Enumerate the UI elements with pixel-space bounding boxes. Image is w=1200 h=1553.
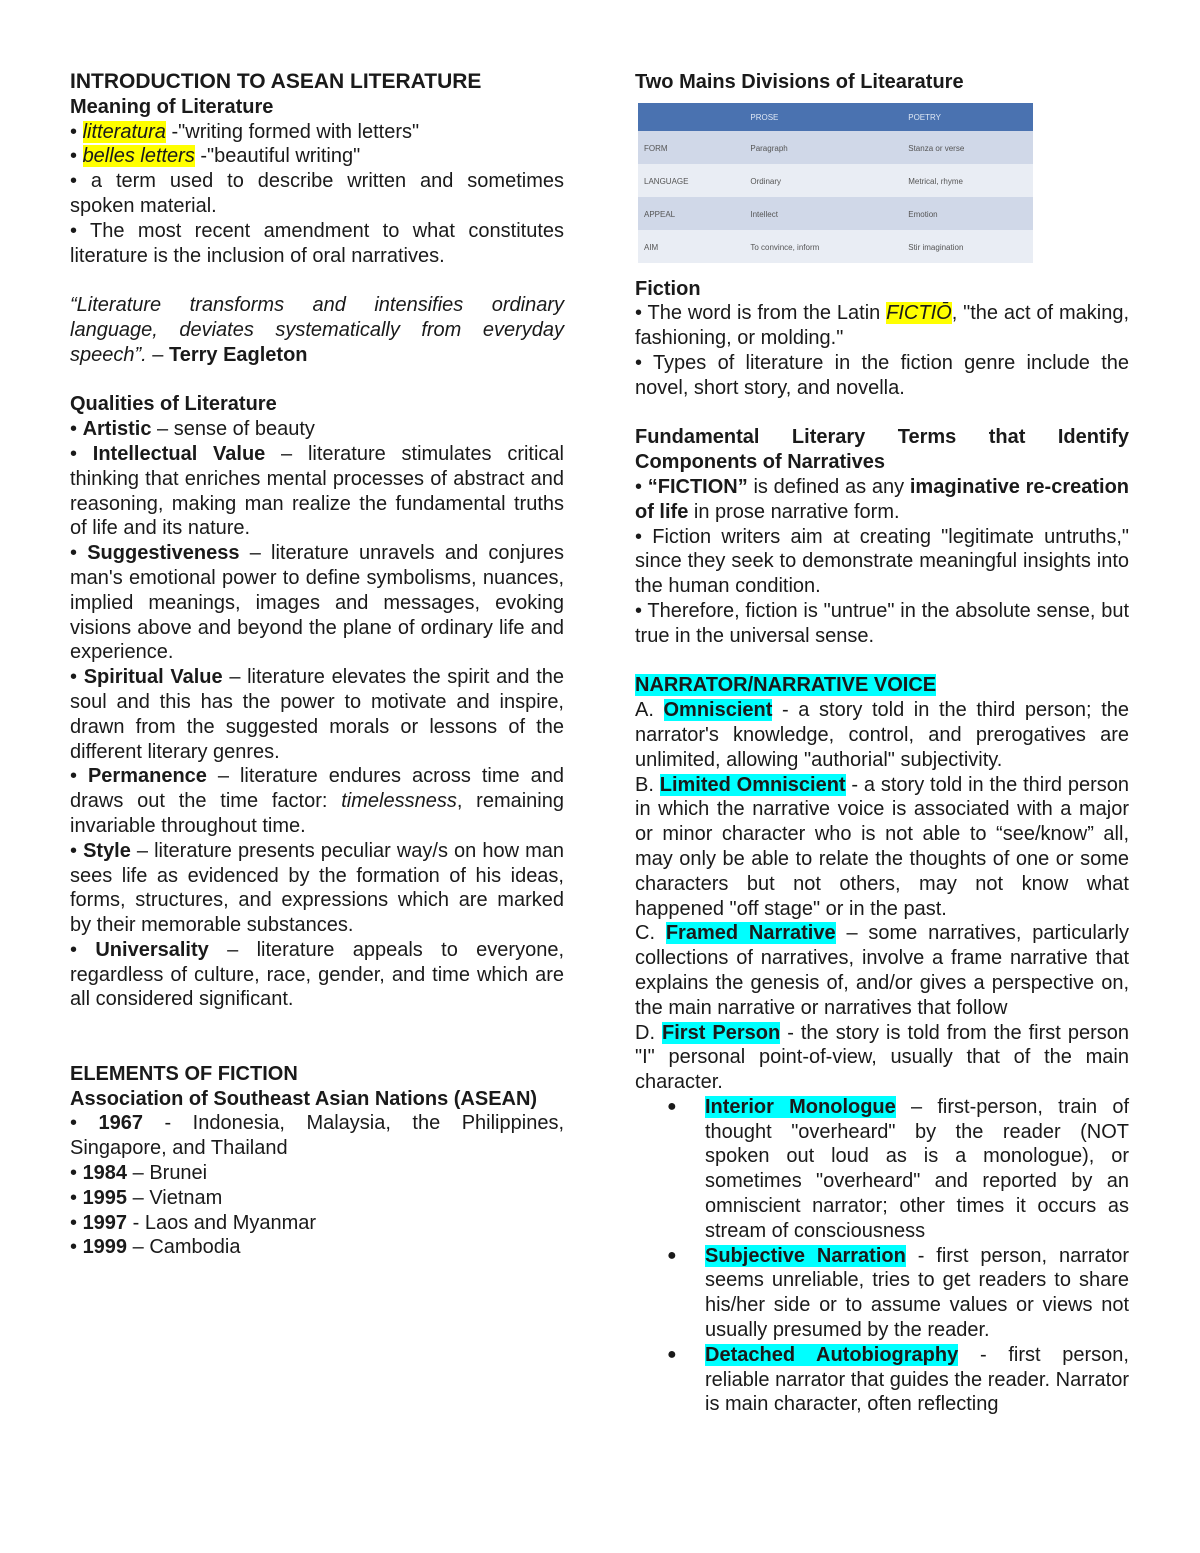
narrative-voice-item: D. First Person - the story is told from the first person "I" personal point-of-view, usually that of the main character. xyxy=(635,1021,1129,1094)
table-cell: Metrical, rhyme xyxy=(902,164,1033,197)
table-cell: AIM xyxy=(638,230,744,263)
table-header-cell xyxy=(638,103,744,131)
table-cell: APPEAL xyxy=(638,197,744,230)
belles-letters-term: belles letters xyxy=(82,145,195,168)
quality-item: • Suggestiveness – literature unravels and conjures man's emotional power to define symbolisms, nuances, implied meanings, images and messages, evoking visions above and beyond the plane of ordinary life and experience. xyxy=(70,542,564,664)
terms-bullet: • Therefore, fiction is "untrue" in the absolute sense, but true in the universal sense. xyxy=(635,599,1130,647)
quality-item: • Style – literature presents peculiar way/s on how man sees life as evidenced by the formation of his ideas, forms, structures, and expressions which are marked by their memorable substances. xyxy=(70,839,564,937)
table-cell: Stir imagination xyxy=(902,230,1033,263)
table-header-cell: POETRY xyxy=(902,103,1033,131)
left-column xyxy=(70,70,564,1260)
asean-member-item: • 1995 – Vietnam xyxy=(70,1186,223,1209)
table-row xyxy=(638,197,1033,230)
table-cell: Emotion xyxy=(902,197,1033,230)
asean-heading: Association of Southeast Asian Nations (ASEAN) xyxy=(70,1087,538,1110)
fiction-bullet: • Types of literature in the fiction genre include the novel, short story, and novella. xyxy=(635,351,1129,399)
terms-heading: Fundamental Literary Terms that Identify Components of Narratives xyxy=(635,426,1129,474)
meaning-bullet: • The most recent amendment to what constitutes literature is the inclusion of oral narratives. xyxy=(70,219,564,267)
list-item: ● Interior Monologue – first-person, train of thought "overheard" by the reader (NOT spoken out loud as is a monologue), or sometimes "overheard" and reported by an omniscient narrator; other times it occurs as stream of consciousness xyxy=(705,1095,1129,1244)
list-item: ● Detached Autobiography - first person, reliable narrator that guides the reader. Narrator is main character, often reflecting xyxy=(705,1343,1129,1417)
document-title: INTRODUCTION TO ASEAN LITERATURE xyxy=(70,70,482,93)
terms-bullet: • “FICTION” is defined as any imaginative re-creation of life in prose narrative form. xyxy=(635,475,1130,523)
right-column xyxy=(635,70,1129,1417)
terms-bullet: • Fiction writers aim at creating "legitimate untruths," since they seek to demonstrate meaningful insights into the human condition. xyxy=(635,525,1130,598)
table-cell: LANGUAGE xyxy=(638,164,744,197)
fiction-bullet: • The word is from the Latin FICTIŌ, "the act of making, fashioning, or molding." xyxy=(635,302,1129,350)
quality-item: • Spiritual Value – literature elevates the spirit and the soul and this has the power to motivate and inspire, drawn from the suggested morals or lessons of the different literary genres. xyxy=(70,666,565,763)
table-cell: Stanza or verse xyxy=(902,131,1033,164)
narrative-voice-item: C. Framed Narrative – some narratives, particularly collections of narratives, involve a frame narrative that explains the genesis of, and/or gives a perspective on, the main narrative or narratives that follow xyxy=(635,922,1130,1019)
table-header-cell: PROSE xyxy=(744,103,902,131)
meaning-bullet: • litteratura -"writing formed with letters" xyxy=(70,120,420,143)
narrator-heading: NARRATOR/NARRATIVE VOICE xyxy=(635,674,937,697)
quality-item: • Universality – literature appeals to everyone, regardless of culture, race, gender, and time which are all considered significant. xyxy=(70,938,564,1011)
fictio-term: FICTIŌ xyxy=(886,302,952,325)
quote-author: Terry Eagleton xyxy=(168,343,308,366)
quality-item: • Artistic – sense of beauty xyxy=(70,418,315,441)
table-header-row xyxy=(638,103,1033,131)
narrative-voice-item: A. Omniscient - a story told in the third person; the narrator's knowledge, control, and prerogatives are unlimited, allowing "authorial" subjectivity. xyxy=(635,699,1129,771)
table-cell: Ordinary xyxy=(744,164,902,197)
quality-item: • Permanence – literature endures across time and draws out the time factor: timelessness, remaining invariable throughout time. xyxy=(70,765,564,837)
narrative-voice-item: B. Limited Omniscient - a story told in the third person in which the narrative voice is associated with a major or minor character who is not able to “see/know” all, may only be able to relate the thoughts of one or some characters but not others, may not know what happened "off stage" or in the past. xyxy=(635,773,1130,920)
divisions-heading: Two Mains Divisions of Litearature xyxy=(635,71,964,93)
quality-item: • Intellectual Value – literature stimulates critical thinking that enriches mental processes of abstract and reasoning, making man realize the fundamental truths of life and its nature. xyxy=(70,442,564,540)
table-cell: FORM xyxy=(638,131,744,164)
prose-poetry-table xyxy=(638,103,1033,263)
meaning-heading: Meaning of Literature xyxy=(70,95,274,118)
list-item: ● Subjective Narration - first person, narrator seems unreliable, tries to get readers to share his/her side or to assume values or views not usually presumed by the reader. xyxy=(705,1244,1129,1343)
litteratura-term: litteratura xyxy=(82,120,166,143)
table-row xyxy=(638,164,1033,197)
asean-member-item: • 1997 - Laos and Myanmar xyxy=(70,1211,317,1234)
asean-member-item: • 1967 - Indonesia, Malaysia, the Philippines, Singapore, and Thailand xyxy=(70,1112,564,1160)
table-cell: Paragraph xyxy=(744,131,902,164)
table-cell: Intellect xyxy=(744,197,902,230)
asean-member-item: • 1999 – Cambodia xyxy=(70,1236,241,1259)
asean-member-item: • 1984 – Brunei xyxy=(70,1162,208,1185)
meaning-bullet: • belles letters -"beautiful writing" xyxy=(70,145,361,168)
table-cell: To convince, inform xyxy=(744,230,902,263)
meaning-bullet: • a term used to describe written and sometimes spoken material. xyxy=(70,170,564,217)
table-row xyxy=(638,131,1033,164)
fiction-heading: Fiction xyxy=(635,277,701,300)
first-person-types-list xyxy=(635,1095,1129,1417)
eagleton-quote: “Literature transforms and intensifies ordinary language, deviates systematically from everyday speech”. – Terry Eagleton xyxy=(70,294,564,366)
qualities-heading: Qualities of Literature xyxy=(70,393,277,416)
elements-heading: ELEMENTS OF FICTION xyxy=(70,1062,298,1085)
table-row xyxy=(638,230,1033,263)
